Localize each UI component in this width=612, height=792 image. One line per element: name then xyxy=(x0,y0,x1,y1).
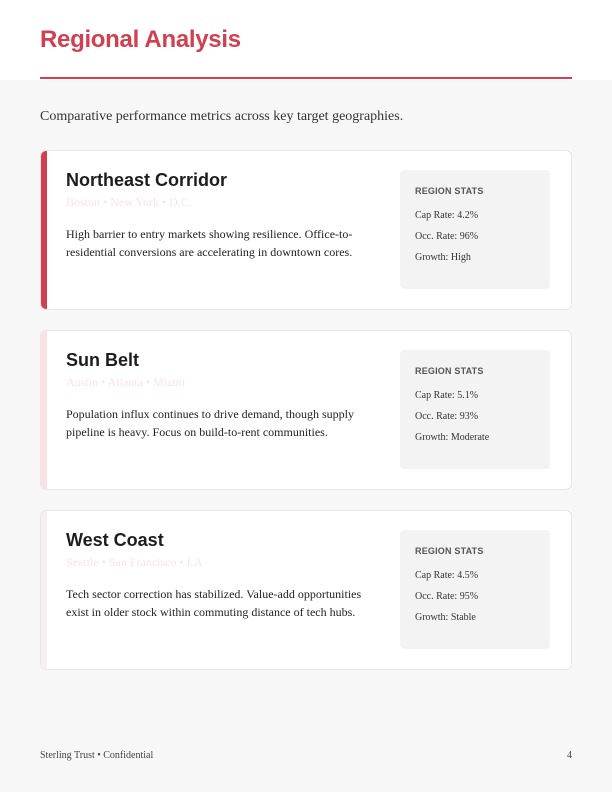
stats-title: REGION STATS xyxy=(415,186,484,196)
footer-confidential: Sterling Trust • Confidential xyxy=(40,750,154,761)
cap-rate-stat: Cap Rate: 4.2% xyxy=(415,210,479,221)
occupancy-stat: Occ. Rate: 95% xyxy=(415,591,479,602)
card-accent-bar xyxy=(41,511,47,669)
card-accent-bar xyxy=(41,331,47,489)
intro-text: Comparative performance metrics across key target geographies. xyxy=(40,109,404,124)
cap-rate-stat: Cap Rate: 4.5% xyxy=(415,570,479,581)
region-stats-box xyxy=(400,350,550,469)
page-number: 4 xyxy=(567,750,572,761)
growth-stat: Growth: Stable xyxy=(415,612,476,623)
region-stats-box xyxy=(400,170,550,289)
region-name: Sun Belt xyxy=(66,350,140,370)
stats-title: REGION STATS xyxy=(415,366,484,376)
region-cities: Seattle • San Francisco • LA xyxy=(66,555,203,569)
page-title: Regional Analysis xyxy=(40,26,241,53)
region-cities: Austin • Atlanta • Miami xyxy=(66,375,186,389)
occupancy-stat: Occ. Rate: 96% xyxy=(415,231,479,242)
region-stats-box xyxy=(400,530,550,649)
region-name: West Coast xyxy=(66,530,164,550)
growth-stat: Growth: Moderate xyxy=(415,432,490,443)
growth-stat: Growth: High xyxy=(415,252,471,263)
region-description: Tech sector correction has stabilized. Value-add opportunities exist in older stock within commuting distance of tech hubs. xyxy=(66,587,362,619)
region-description: Population influx continues to drive demand, though supply pipeline is heavy. Focus on build-to-rent communities. xyxy=(66,407,354,439)
cap-rate-stat: Cap Rate: 5.1% xyxy=(415,390,479,401)
region-card-northeast xyxy=(40,150,572,310)
stats-title: REGION STATS xyxy=(415,546,484,556)
occupancy-stat: Occ. Rate: 93% xyxy=(415,411,479,422)
region-card-west-coast xyxy=(40,510,572,670)
card-accent-bar xyxy=(41,151,47,309)
region-card-sun-belt xyxy=(40,330,572,490)
title-divider xyxy=(40,77,572,79)
region-description: High barrier to entry markets showing resilience. Office-to-residential conversions are accelerating in downtown cores. xyxy=(66,227,353,259)
region-name: Northeast Corridor xyxy=(66,170,228,190)
region-cities: Boston • New York • D.C. xyxy=(66,195,192,209)
